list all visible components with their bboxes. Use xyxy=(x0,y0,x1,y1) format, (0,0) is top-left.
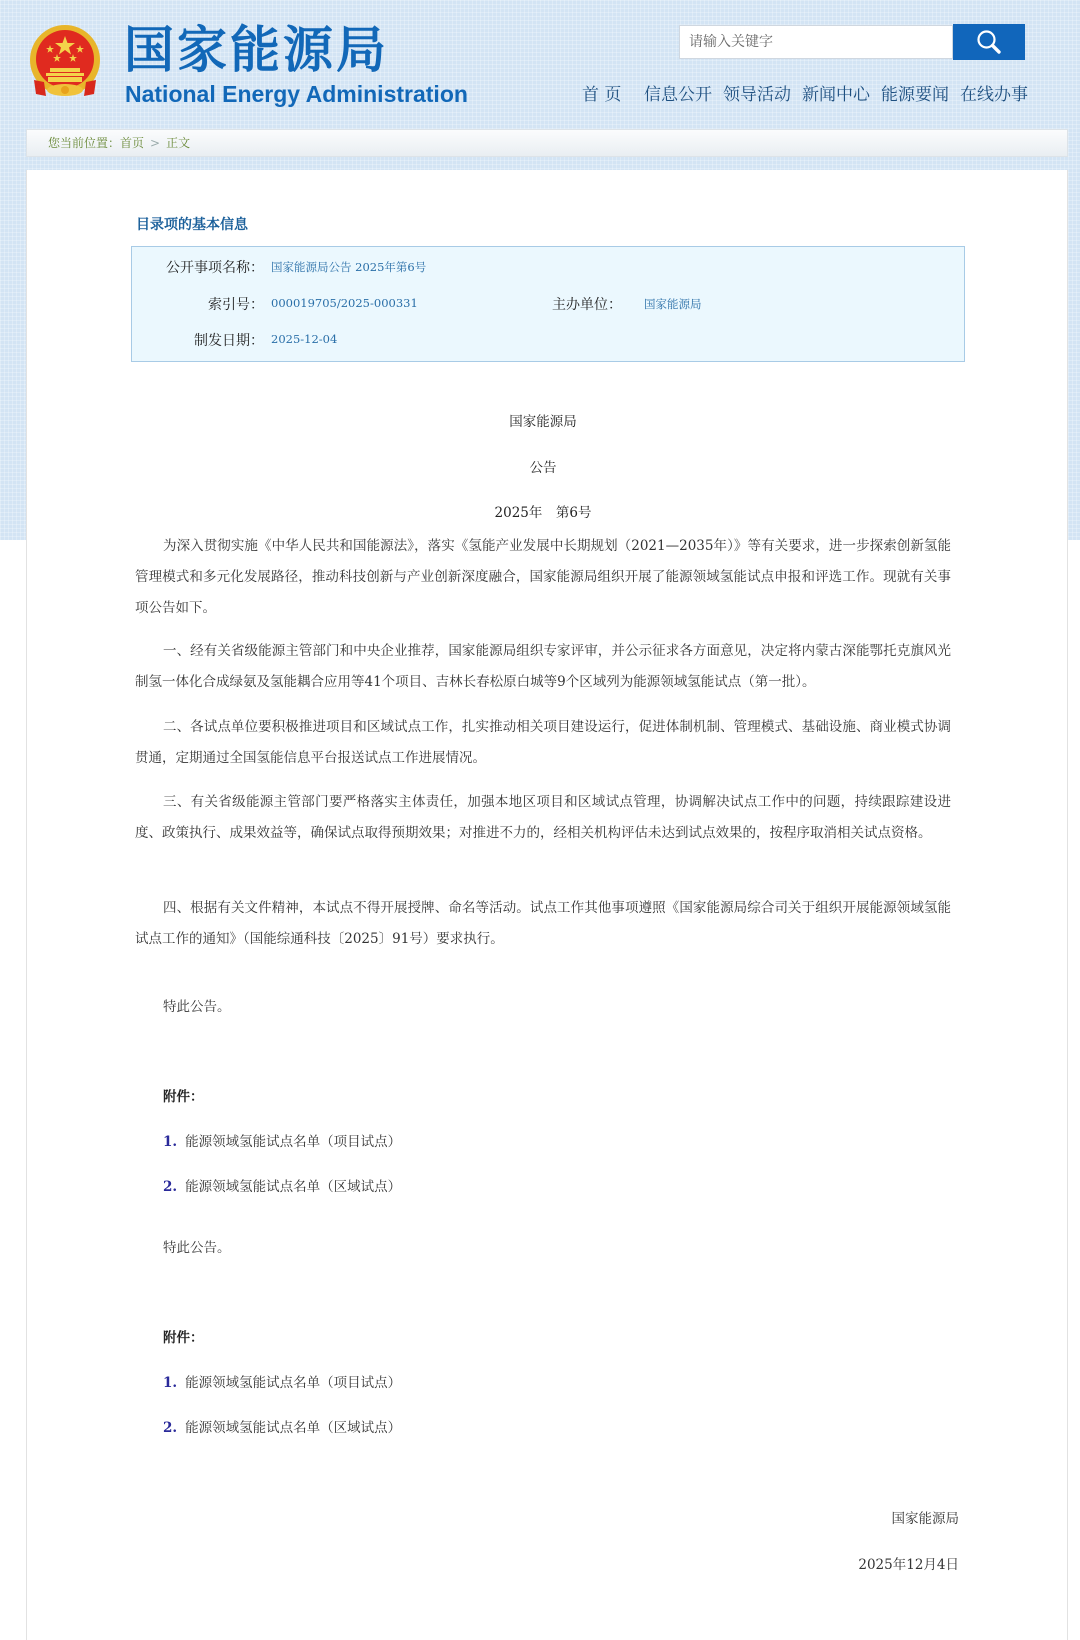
breadcrumb xyxy=(26,129,1068,157)
attachment-number: 1. xyxy=(163,1375,178,1391)
attachment-link-region-repeat[interactable]: 能源领域氢能试点名单（区域试点） xyxy=(185,1420,402,1436)
sign-date: 2025年12月4日 xyxy=(858,1557,959,1573)
site-header xyxy=(0,0,1080,128)
paragraph-2: 二、各试点单位要积极推进项目和区域试点工作，扎实推动相关项目建设运行，促进体制机制、管理模式、基础设施、商业模式协调贯通，定期通过全国氢能信息平台报送试点工作进展情况。 xyxy=(135,719,951,766)
attachment-item[interactable] xyxy=(163,1130,401,1150)
attachment-number: 1. xyxy=(163,1134,178,1150)
nav-online-services[interactable]: 在线办事 xyxy=(960,85,1028,105)
doc-number: 2025年 第6号 xyxy=(494,505,592,521)
nav-info-disclosure[interactable]: 信息公开 xyxy=(644,85,712,105)
host-value: 国家能源局 xyxy=(644,297,702,311)
date-value: 2025-12-04 xyxy=(271,332,338,346)
attachment-number: 2. xyxy=(163,1179,178,1195)
attachment-link-project[interactable]: 能源领域氢能试点名单（项目试点） xyxy=(185,1134,402,1150)
info-section-title: 目录项的基本信息 xyxy=(136,217,248,233)
name-value: 国家能源局公告 2025年第6号 xyxy=(271,260,427,274)
main-nav xyxy=(582,80,1028,105)
paragraph-4: 四、根据有关文件精神，本试点不得开展授牌、命名等活动。试点工作其他事项遵照《国家能源局综合司关于组织开展能源领域氢能试点工作的通知》（国能综通科技〔2025〕91号）要求执行。 xyxy=(135,900,951,947)
national-emblem-icon xyxy=(28,24,102,104)
paragraph-intro: 为深入贯彻实施《中华人民共和国能源法》，落实《氢能产业发展中长期规划（2021—2035年）》等有关要求，进一步探索创新氢能管理模式和多元化发展路径，推动科技创新与产业创新深度融合，国家能源局组织开展了能源领域氢能试点申报和评选工作。现就有关事项公告如下。 xyxy=(135,538,951,616)
breadcrumb-current: 正文 xyxy=(166,136,191,150)
site-title-en: National Energy Administration xyxy=(125,81,468,107)
attachments-heading-repeat: 附件： xyxy=(163,1330,204,1346)
attachments-heading: 附件： xyxy=(163,1089,204,1105)
date-label: 制发日期： xyxy=(194,333,264,349)
search-icon xyxy=(976,29,1002,55)
nav-news-center[interactable]: 新闻中心 xyxy=(802,85,870,105)
breadcrumb-separator: > xyxy=(150,136,161,150)
doc-type: 公告 xyxy=(529,460,557,476)
name-label: 公开事项名称： xyxy=(166,260,264,276)
breadcrumb-prefix: 您当前位置： xyxy=(48,136,121,150)
main-content xyxy=(26,170,1068,1640)
attachment-number: 2. xyxy=(163,1420,178,1436)
closing-text-repeat: 特此公告。 xyxy=(163,1240,231,1256)
paragraph-1: 一、经有关省级能源主管部门和中央企业推荐，国家能源局组织专家评审，并公示征求各方面意见，决定将内蒙古深能鄂托克旗风光制氢一体化合成绿氨及氢能耦合应用等41个项目、吉林长春松原白城等9个区域列为能源领域氢能试点（第一批）。 xyxy=(135,643,951,690)
search-input[interactable] xyxy=(679,25,953,59)
site-title-cn: 国家能源局 xyxy=(124,21,389,79)
index-value: 000019705/2025-000331 xyxy=(271,296,418,310)
search-button[interactable] xyxy=(953,24,1025,60)
breadcrumb-home[interactable]: 首页 xyxy=(120,136,145,150)
attachment-item[interactable] xyxy=(163,1371,401,1391)
doc-issuer: 国家能源局 xyxy=(509,414,577,430)
attachment-link-region[interactable]: 能源领域氢能试点名单（区域试点） xyxy=(185,1179,402,1195)
nav-home[interactable]: 首 页 xyxy=(582,85,622,105)
attachment-link-project-repeat[interactable]: 能源领域氢能试点名单（项目试点） xyxy=(185,1375,402,1391)
index-label: 索引号： xyxy=(208,297,264,313)
closing-text: 特此公告。 xyxy=(163,999,231,1015)
host-label: 主办单位： xyxy=(552,297,622,313)
info-box xyxy=(131,246,965,362)
attachment-item[interactable] xyxy=(163,1175,401,1195)
attachment-item[interactable] xyxy=(163,1416,401,1436)
nav-energy-news[interactable]: 能源要闻 xyxy=(881,85,949,105)
signature: 国家能源局 xyxy=(891,1511,959,1527)
nav-leadership[interactable]: 领导活动 xyxy=(723,85,791,105)
paragraph-3: 三、有关省级能源主管部门要严格落实主体责任，加强本地区项目和区域试点管理，协调解决试点工作中的问题，持续跟踪建设进度、政策执行、成果效益等，确保试点取得预期效果；对推进不力的，经相关机构评估未达到试点效果的，按程序取消相关试点资格。 xyxy=(135,794,951,841)
